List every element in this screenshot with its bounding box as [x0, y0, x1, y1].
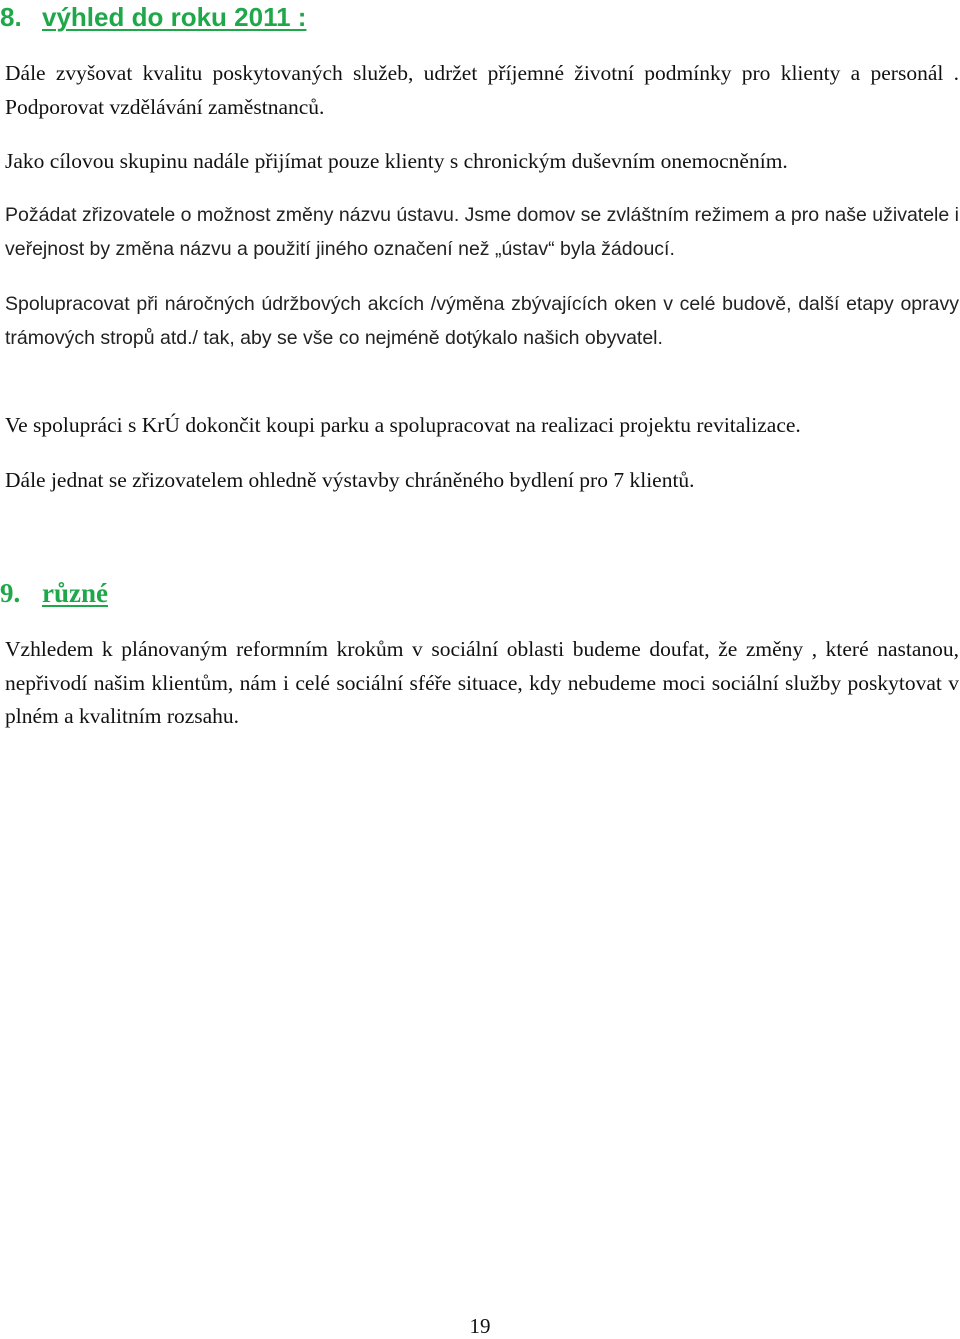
section-9-title: různé [42, 578, 108, 608]
section-8-heading [0, 2, 306, 32]
paragraph-improve-quality: Dále zvyšovat kvalitu poskytovaných služeb, udržet příjemné životní podmínky pro klienty a personál . Podporovat vzdělávání zaměstnanců. [5, 61, 959, 119]
paragraph-target-group: Jako cílovou skupinu nadále přijímat pouze klienty s chronickým duševním onemocněním. [5, 149, 788, 173]
section-8-number: 8. [0, 2, 22, 32]
section-9-number: 9. [0, 578, 21, 608]
paragraph-park-purchase: Ve spolupráci s KrÚ dokončit koupi parku a spolupracovat na realizaci projektu revitalizace. [5, 413, 801, 437]
paragraph-maintenance: Spolupracovat při náročných údržbových akcích /výměna zbývajících oken v celé budově, další etapy opravy trámových stropů atd./ tak, aby se vše co nejméně dotýkalo našich obyvatel. [5, 293, 959, 349]
section-8-title: výhled do roku 2011 : [42, 2, 307, 32]
section-9-heading [0, 578, 108, 608]
paragraph-reforms: Vzhledem k plánovaným reformním krokům v sociální oblasti budeme doufat, že změny , které nastanou, nepřivodí našim klientům, nám i celé sociální sféře situace, kdy nebudeme moci sociální služby poskytovat v plném a kvalitním rozsahu. [5, 637, 959, 728]
page-number: 19 [469, 1314, 491, 1338]
paragraph-rename-institution: Požádat zřizovatele o možnost změny názvu ústavu. Jsme domov se zvláštním režimem a pro naše uživatele i veřejnost by změna názvu a použití jiného označení než „ústav“ byla žádoucí. [5, 204, 959, 260]
paragraph-sheltered-housing: Dále jednat se zřizovatelem ohledně výstavby chráněného bydlení pro 7 klientů. [5, 468, 695, 492]
